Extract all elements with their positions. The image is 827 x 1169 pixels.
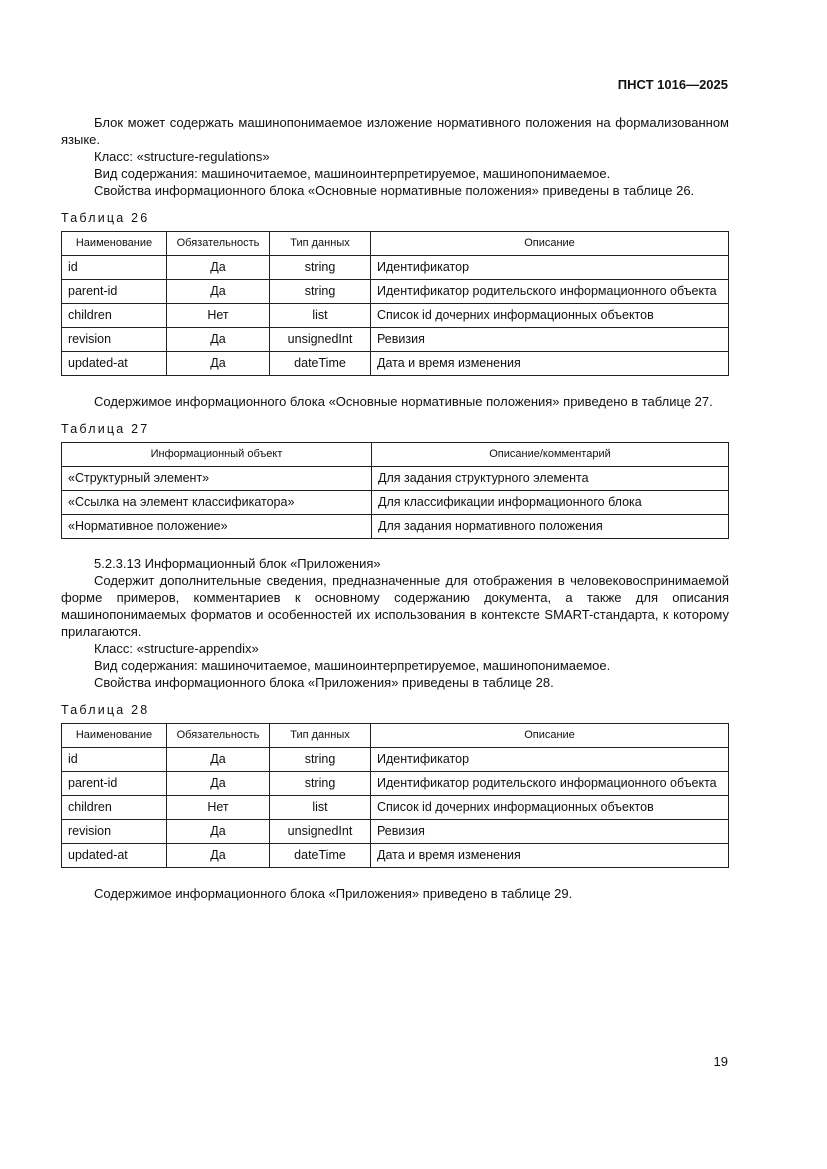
table-caption: Таблица 27 [61,422,150,436]
table-row [62,352,729,376]
content-type-line: Вид содержания: машиночитаемое, машиноинтерпретируемое, машинопонимаемое. [94,166,611,181]
table-cell: id [62,256,167,280]
table-cell: children [62,304,167,328]
table-cell: parent-id [62,772,167,796]
table-cell: Идентификатор родительского информационного объекта [371,280,729,304]
table-cell: string [270,256,371,280]
class-line: Класс: «structure-regulations» [94,149,270,164]
column-header: Тип данных [270,232,371,256]
table-cell: Идентификатор родительского информационного объекта [371,772,729,796]
table-cell: children [62,796,167,820]
table-cell: dateTime [270,844,371,868]
table-26 [61,231,729,376]
table-row [62,256,729,280]
table-cell: id [62,748,167,772]
table-cell: Да [167,280,270,304]
table-row [62,796,729,820]
paragraph: Блок может содержать машинопонимаемое изложение нормативного положения на формализованном языке. [61,115,729,147]
table-cell: list [270,304,371,328]
column-header: Наименование [62,232,167,256]
section-title: 5.2.3.13 Информационный блок «Приложения» [94,556,381,571]
column-header: Описание [371,724,729,748]
column-header: Наименование [62,724,167,748]
table-cell: Да [167,772,270,796]
table-cell: Ревизия [371,328,729,352]
properties-line: Свойства информационного блока «Основные нормативные положения» приведены в таблице 26. [94,183,695,198]
table-row [62,280,729,304]
table-cell: string [270,772,371,796]
table-cell: parent-id [62,280,167,304]
table-row [62,515,729,539]
table-cell: Да [167,256,270,280]
table-27 [61,442,729,539]
table-row [62,467,729,491]
table-row [62,844,729,868]
table-cell: revision [62,820,167,844]
table-row [62,820,729,844]
table-cell: Для задания нормативного положения [372,515,729,539]
table-cell: Да [167,352,270,376]
column-header: Обязательность [167,724,270,748]
table-header-row [62,232,729,256]
paragraph: Содержимое информационного блока «Приложения» приведено в таблице 29. [94,886,573,901]
table-cell: Да [167,748,270,772]
table-cell: «Нормативное положение» [62,515,372,539]
table-cell: string [270,748,371,772]
page-content [61,114,729,902]
table-header-row [62,724,729,748]
table-caption: Таблица 26 [61,211,150,225]
table-cell: Да [167,328,270,352]
table-cell: list [270,796,371,820]
table-row [62,491,729,515]
table-cell: Список id дочерних информационных объектов [371,796,729,820]
content-type-line: Вид содержания: машиночитаемое, машиноинтерпретируемое, машинопонимаемое. [94,658,611,673]
table-cell: Дата и время изменения [371,844,729,868]
table-cell: updated-at [62,844,167,868]
table-row [62,772,729,796]
table-row [62,304,729,328]
table-cell: «Структурный элемент» [62,467,372,491]
table-header-row [62,443,729,467]
table-cell: Да [167,820,270,844]
table-caption: Таблица 28 [61,703,150,717]
column-header: Описание/комментарий [372,443,729,467]
paragraph: Содержимое информационного блока «Основные нормативные положения» приведено в таблице 27. [94,394,713,409]
table-cell: Да [167,844,270,868]
paragraph: Содержит дополнительные сведения, предназначенные для отображения в человековоспринимаемой форме примеров, комментариев к основному содержанию документа, а также для описания машинопонимаемых форматов и особенностей их использования в контексте SMART-стандарта, к которому прилагаются. [61,573,729,639]
properties-line: Свойства информационного блока «Приложения» приведены в таблице 28. [94,675,554,690]
table-cell: Для задания структурного элемента [372,467,729,491]
class-line: Класс: «structure-appendix» [94,641,259,656]
table-cell: Ревизия [371,820,729,844]
table-row [62,328,729,352]
table-row [62,748,729,772]
table-cell: Идентификатор [371,256,729,280]
table-cell: Идентификатор [371,748,729,772]
table-cell: Нет [167,304,270,328]
column-header: Тип данных [270,724,371,748]
table-cell: Дата и время изменения [371,352,729,376]
document-header: ПНСТ 1016—2025 [617,77,728,92]
column-header: Информационный объект [62,443,372,467]
table-cell: «Ссылка на элемент классификатора» [62,491,372,515]
column-header: Обязательность [167,232,270,256]
column-header: Описание [371,232,729,256]
table-cell: unsignedInt [270,328,371,352]
page-number: 19 [713,1054,728,1069]
table-cell: Для классификации информационного блока [372,491,729,515]
table-cell: unsignedInt [270,820,371,844]
table-cell: revision [62,328,167,352]
table-cell: dateTime [270,352,371,376]
table-cell: updated-at [62,352,167,376]
table-cell: string [270,280,371,304]
table-cell: Список id дочерних информационных объектов [371,304,729,328]
table-cell: Нет [167,796,270,820]
table-28 [61,723,729,868]
